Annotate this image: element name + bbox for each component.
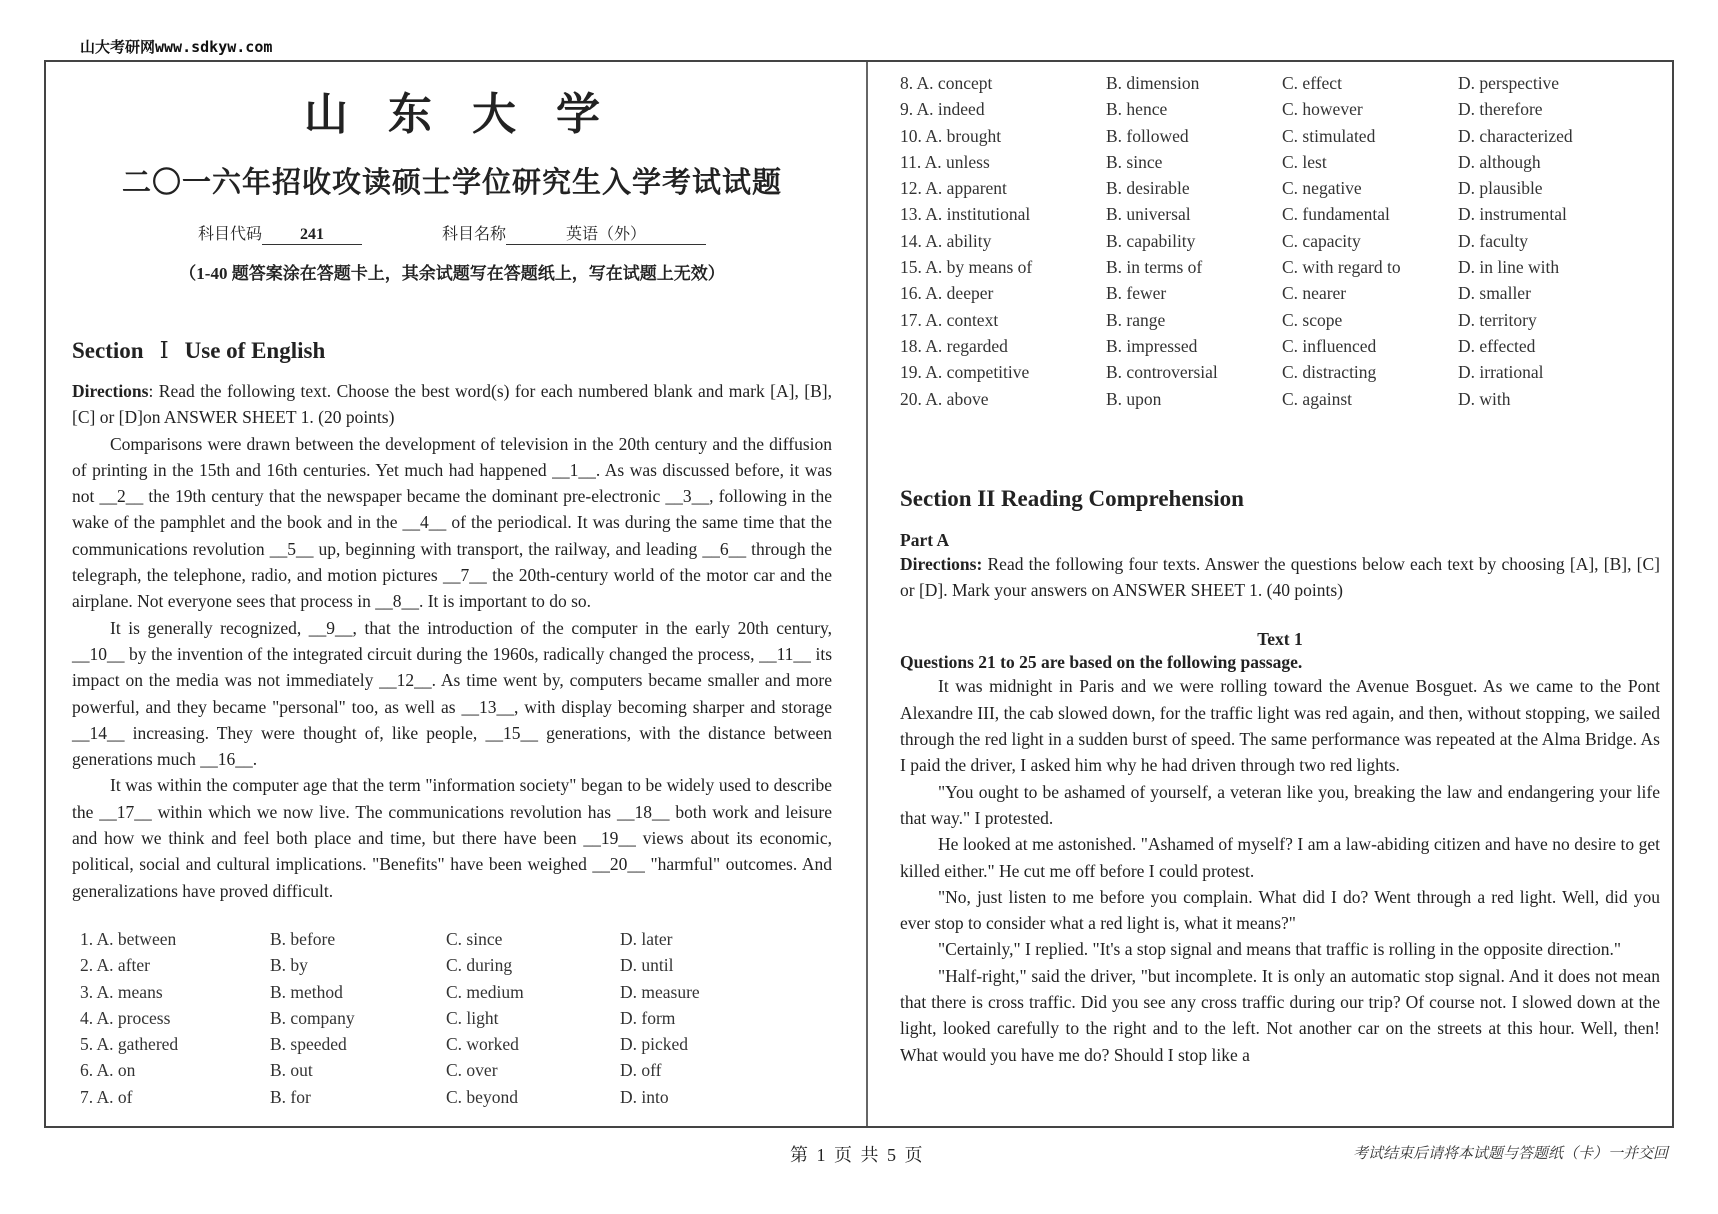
passage-paragraph: "You ought to be ashamed of yourself, a veteran like you, breaking the law and endangering your life that way." I protested. xyxy=(900,781,1660,828)
subject-code-value: 241 xyxy=(262,226,362,245)
option-a: 14. A. ability xyxy=(900,230,992,251)
option-c: C. medium xyxy=(446,981,524,1002)
option-c: C. effect xyxy=(1282,73,1342,93)
option-a: 13. A. institutional xyxy=(900,204,1031,225)
option-b: B. controversial xyxy=(1106,362,1218,383)
section2-directions-label: Directions: xyxy=(900,553,983,574)
section2-directions-text: Read the following four texts. Answer the questions below each text by choosing [A], [B], [C] or [D]. Mark your answers on ANSWER SHEET 1. (40 points) xyxy=(900,553,1660,601)
section1-number: Ⅰ xyxy=(159,338,169,363)
option-b: B. followed xyxy=(1106,125,1189,146)
option-d: D. form xyxy=(620,1007,676,1028)
cloze-paragraph-1: Comparisons were drawn between the development of television in the 20th century and the diffusion of printing in the 15th and 16th centuries. Yet much had happened __1__. As was discussed before, it was not __2__ the 19th century that the newspaper became the dominant pre-electronic __3__, following in the wake of the pamphlet and the book and in the __4__ of the periodical. It was during the same time that the communications revolution __5__ up, beginning with transport, the railway, and leading __6__ through the telegraph, the telephone, radio, and motion pictures __7__ the 20th-century world of the motor car and the airplane. Not everyone sees that process in __8__. It is important to do so. xyxy=(72,433,832,612)
option-a: 18. A. regarded xyxy=(900,335,1008,356)
subject-name xyxy=(442,221,706,245)
option-b: B. since xyxy=(1106,151,1163,172)
section1-title xyxy=(72,338,832,364)
right-column xyxy=(900,70,1660,1068)
option-d: D. until xyxy=(620,955,674,976)
option-d: D. effected xyxy=(1458,335,1536,356)
section2-title: Section II Reading Comprehension xyxy=(900,485,1244,511)
option-c: C. lest xyxy=(1282,151,1327,172)
option-d: D. with xyxy=(1458,388,1511,409)
university-name: 山东大学 xyxy=(304,90,640,139)
option-c: C. since xyxy=(446,928,503,949)
option-d: D. therefore xyxy=(1458,99,1543,120)
option-b: B. desirable xyxy=(1106,178,1190,199)
option-b: B. in terms of xyxy=(1106,257,1203,278)
option-b: B. capability xyxy=(1106,230,1196,251)
passage-paragraph: It was midnight in Paris and we were rolling toward the Avenue Bosguet. As we came to the Pont Alexandre III, the cab slowed down, for the traffic light was red again, and then, without stopping, we sailed through the red light in a sudden burst of speed. The same performance was repeated at the Alma Bridge. As I paid the driver, I asked him why he had driven through two red lights. xyxy=(900,676,1660,776)
option-c: C. light xyxy=(446,1007,499,1028)
option-b: B. company xyxy=(270,1007,355,1028)
section1-directions xyxy=(72,378,832,431)
column-divider xyxy=(866,62,868,1126)
section1-label: Section xyxy=(72,338,144,363)
passage-paragraph: "Certainly," I replied. "It's a stop signal and means that traffic is rolling in the opposite direction." xyxy=(938,939,1621,960)
subject-code xyxy=(198,221,362,245)
option-a: 19. A. competitive xyxy=(900,362,1030,383)
option-c: C. influenced xyxy=(1282,335,1377,356)
option-c: C. fundamental xyxy=(1282,204,1390,225)
option-d: D. irrational xyxy=(1458,362,1544,383)
option-d: D. measure xyxy=(620,981,700,1002)
passage xyxy=(900,673,1660,1067)
left-column xyxy=(72,70,832,1110)
option-d: D. instrumental xyxy=(1458,204,1567,225)
option-b: B. impressed xyxy=(1106,335,1198,356)
option-b: B. range xyxy=(1106,309,1166,330)
option-a: 5. A. gathered xyxy=(80,1034,179,1055)
option-c: C. against xyxy=(1282,388,1352,409)
option-c: C. however xyxy=(1282,99,1363,120)
option-c: C. during xyxy=(446,955,513,976)
cloze-paragraph-3: It was within the computer age that the term "information society" began to be widely used to describe the __17__ within which we now live. The communications revolution has __18__ both work and leisure and how we think and feel both place and time, but there have been __19__ views about its economic, political, social and cultural implications. "Benefits" have been weighed __20__ "harmful" outcomes. And generalizations have proved difficult. xyxy=(72,775,832,901)
option-c: C. distracting xyxy=(1282,362,1377,383)
option-d: D. into xyxy=(620,1086,669,1107)
answer-notice: （1-40 题答案涂在答题卡上，其余试题写在答题纸上，写在试题上无效） xyxy=(179,264,725,283)
option-a: 11. A. unless xyxy=(900,151,990,172)
options-list-right xyxy=(900,70,1660,412)
footer-note: 考试结束后请将本试题与答题纸（卡）一并交回 xyxy=(1352,1146,1668,1162)
option-c: C. nearer xyxy=(1282,283,1347,304)
questions-intro: Questions 21 to 25 are based on the following passage. xyxy=(900,652,1303,673)
option-b: B. dimension xyxy=(1106,73,1200,93)
option-c: C. scope xyxy=(1282,309,1343,330)
option-a: 16. A. deeper xyxy=(900,283,994,304)
option-c: C. negative xyxy=(1282,178,1362,199)
option-d: D. off xyxy=(620,1060,662,1081)
option-d: D. picked xyxy=(620,1034,689,1055)
option-d: D. later xyxy=(620,928,673,949)
site-header: 山大考研网www.sdkyw.com xyxy=(80,38,273,56)
part-a-label: Part A xyxy=(900,529,950,550)
option-c: C. beyond xyxy=(446,1086,518,1107)
option-a: 6. A. on xyxy=(80,1060,136,1081)
option-d: D. territory xyxy=(1458,309,1537,330)
directions-label: Directions xyxy=(72,381,149,401)
option-b: B. for xyxy=(270,1086,311,1107)
option-a: 1. A. between xyxy=(80,928,177,949)
option-a: 20. A. above xyxy=(900,388,989,409)
option-a: 17. A. context xyxy=(900,309,999,330)
option-c: C. over xyxy=(446,1060,498,1081)
option-c: C. worked xyxy=(446,1034,519,1055)
option-a: 7. A. of xyxy=(80,1086,133,1107)
option-d: D. perspective xyxy=(1458,73,1560,93)
option-b: B. method xyxy=(270,981,343,1002)
option-a: 4. A. process xyxy=(80,1007,171,1028)
option-d: D. although xyxy=(1458,151,1541,172)
option-d: D. smaller xyxy=(1458,283,1531,304)
subject-meta xyxy=(72,221,832,245)
exam-title: 二〇一六年招收攻读硕士学位研究生入学考试试题 xyxy=(121,167,782,199)
passage-paragraph: "No, just listen to me before you complain. What did I do? Went through a red light. Well, did you ever stop to consider what a red light is, what it means?" xyxy=(900,886,1660,934)
subject-name-value: 英语（外） xyxy=(506,221,706,245)
option-b: B. out xyxy=(270,1060,313,1081)
option-a: 12. A. apparent xyxy=(900,178,1007,199)
option-a: 3. A. means xyxy=(80,981,163,1002)
option-a: 8. A. concept xyxy=(900,73,993,93)
option-b: B. by xyxy=(270,955,308,976)
section2-directions xyxy=(900,551,1660,604)
options-list-left xyxy=(72,926,832,1110)
passage-paragraph: "Half-right," said the driver, "but incomplete. It is only an automatic stop signal. And it does not mean that there is cross traffic. Did you see any cross traffic during our trip? Of course not. I slowed down at the light, looked carefully to the right and to the left. Not another car on the streets at this hour. Well, then! What would you have me do? Should I stop like a xyxy=(900,965,1660,1065)
option-d: D. in line with xyxy=(1458,257,1560,278)
option-a: 15. A. by means of xyxy=(900,257,1033,278)
option-b: B. fewer xyxy=(1106,283,1167,304)
option-b: B. before xyxy=(270,928,336,949)
option-b: B. upon xyxy=(1106,388,1162,409)
option-a: 2. A. after xyxy=(80,955,150,976)
subject-name-label: 科目名称 xyxy=(441,226,506,243)
option-b: B. speeded xyxy=(270,1034,347,1055)
option-d: D. plausible xyxy=(1458,178,1543,199)
page-number: 第 1 页 共 5 页 xyxy=(790,1145,925,1165)
option-a: 9. A. indeed xyxy=(900,99,985,120)
option-b: B. hence xyxy=(1106,99,1168,120)
cloze-paragraph-2: It is generally recognized, __9__, that the introduction of the computer in the early 20th century, __10__ by the invention of the integrated circuit during the 1960s, radically changed the process, __11__ its impact on the media was not immediately __12__. As time went by, computers became smaller and more powerful, and they became "personal" too, as well as __13__, with display becoming sharper and storage __14__ increasing. They were thought of, like people, __15__ generations, with the distance between generations much __16__. xyxy=(72,617,832,770)
text1-title: Text 1 xyxy=(1257,629,1303,650)
option-c: C. stimulated xyxy=(1282,125,1376,146)
option-c: C. with regard to xyxy=(1282,257,1401,278)
option-d: D. characterized xyxy=(1458,125,1573,146)
option-c: C. capacity xyxy=(1282,230,1361,251)
option-d: D. faculty xyxy=(1458,230,1528,251)
option-a: 10. A. brought xyxy=(900,125,1002,146)
passage-paragraph: He looked at me astonished. "Ashamed of myself? I am a law-abiding citizen and have no desire to get killed either." He cut me off before I could protest. xyxy=(900,834,1660,881)
option-b: B. universal xyxy=(1106,204,1191,225)
section1-name: Use of English xyxy=(184,338,326,363)
directions-text: : Read the following text. Choose the best word(s) for each numbered blank and mark [A], [B], [C] or [D]on ANSWER SHEET 1. (20 points) xyxy=(72,381,832,428)
subject-code-label: 科目代码 xyxy=(197,226,262,243)
